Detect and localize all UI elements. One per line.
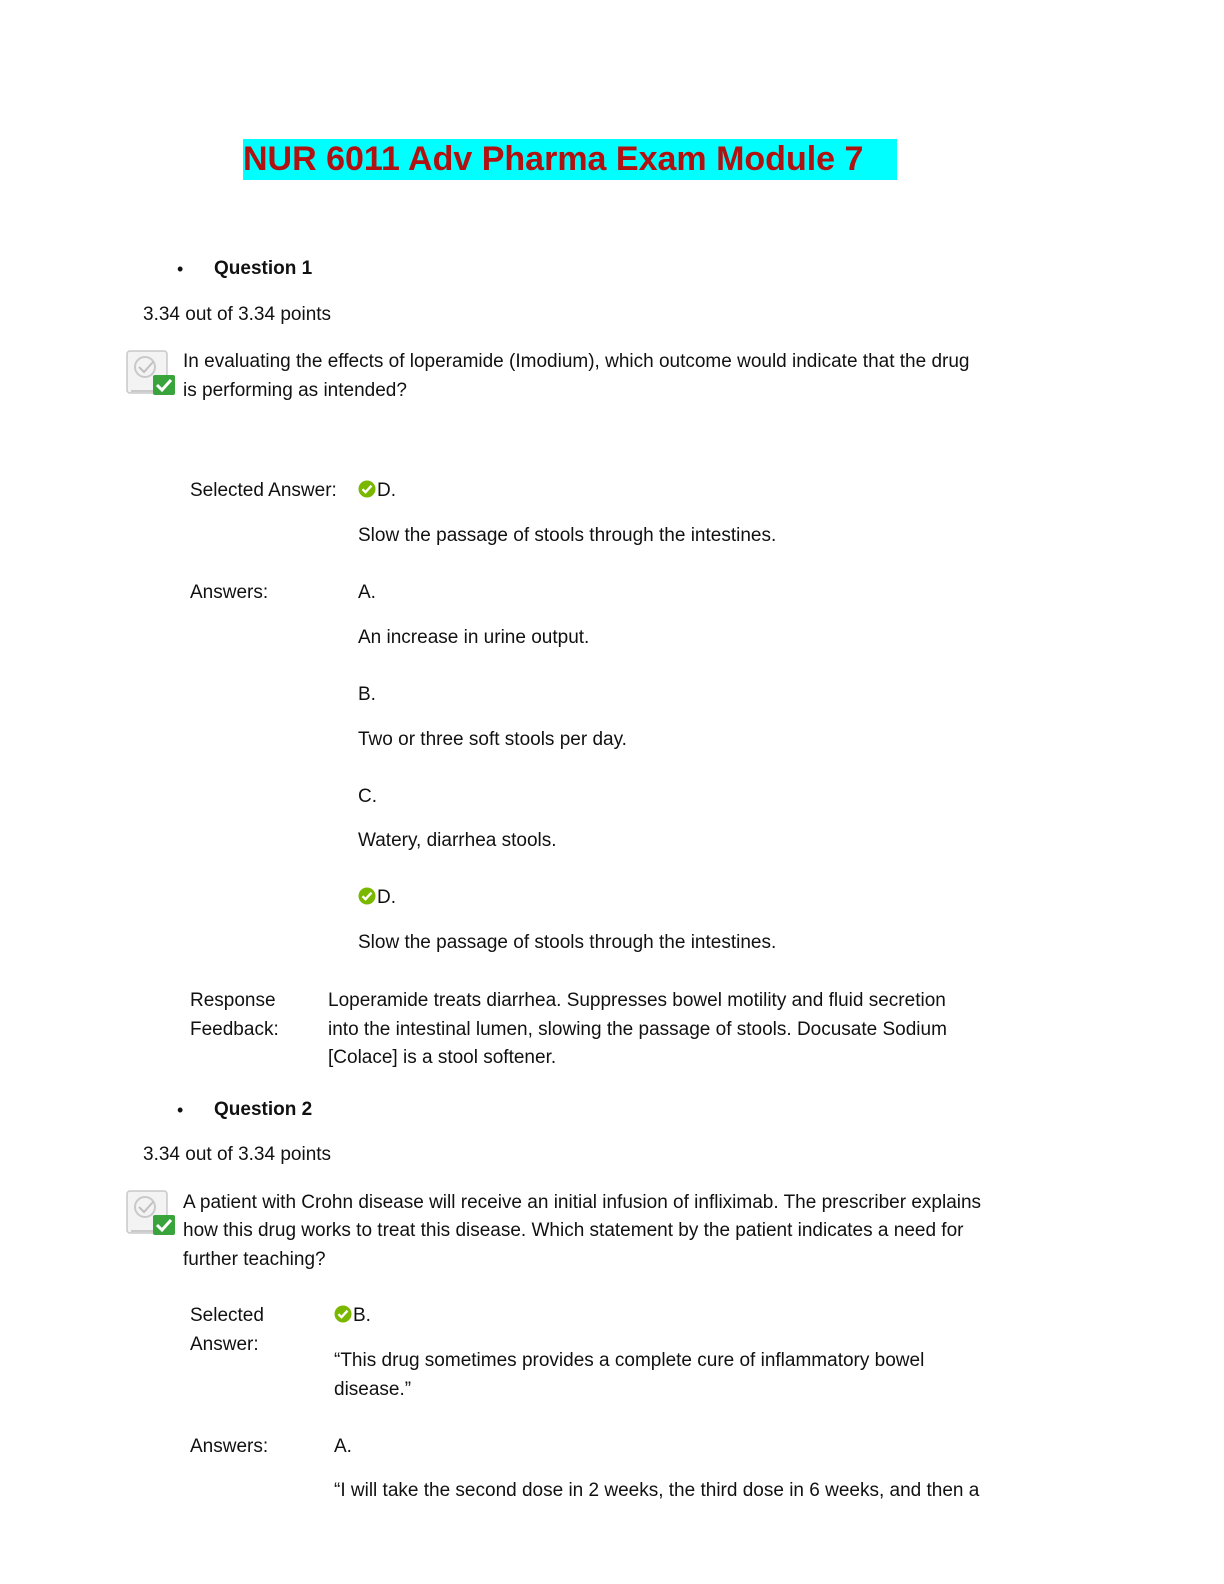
question-2-selected-text-line-1: “This drug sometimes provides a complete cure of inflammatory bowel (334, 1350, 925, 1371)
green-check-icon (358, 887, 376, 905)
correct-question-icon (125, 1187, 177, 1239)
feedback-label: Feedback: (190, 1019, 279, 1040)
correct-question-icon (125, 347, 177, 399)
answer-text: Watery, diarrhea stools. (358, 830, 557, 851)
document-title: NUR 6011 Adv Pharma Exam Module 7 (243, 139, 897, 180)
answer-letter: D. (377, 887, 396, 908)
bullet-icon: • (177, 259, 184, 279)
green-check-icon (334, 1305, 352, 1323)
question-2-points: 3.34 out of 3.34 points (143, 1144, 332, 1165)
question-1-selected-text: Slow the passage of stools through the intestines. (358, 525, 777, 546)
question-2-stem-line-1: A patient with Crohn disease will receive an initial infusion of infliximab. The prescriber explains (183, 1192, 982, 1213)
answer-letter: B. (358, 684, 376, 705)
question-2-stem-line-3: further teaching? (183, 1249, 326, 1270)
question-2-selected-text-line-2: disease.” (334, 1379, 412, 1400)
question-2-selected-answer (334, 1302, 371, 1330)
answer-text: Slow the passage of stools through the intestines. (358, 932, 777, 953)
question-1-selected-letter: D. (377, 480, 396, 501)
question-1-label: Question 1 (214, 258, 313, 279)
answers-label: Answers: (190, 1436, 269, 1457)
question-1-stem-line-2: is performing as intended? (183, 380, 407, 401)
question-2-label: Question 2 (214, 1099, 313, 1120)
green-check-icon (358, 480, 376, 498)
question-2-selected-letter: B. (353, 1305, 371, 1326)
answer-letter: A. (334, 1436, 352, 1457)
question-2-stem-line-2: how this drug works to treat this disease. Which statement by the patient indicates a need for (183, 1220, 964, 1241)
answers-label: Answers: (190, 582, 269, 603)
question-1-points: 3.34 out of 3.34 points (143, 304, 332, 325)
answer-label: Answer: (190, 1334, 259, 1355)
question-1-feedback-line-3: [Colace] is a stool softener. (328, 1047, 557, 1068)
answer-text: An increase in urine output. (358, 627, 590, 648)
answer-text: “I will take the second dose in 2 weeks, the third dose in 6 weeks, and then a (334, 1480, 980, 1501)
answer-text: Two or three soft stools per day. (358, 729, 627, 750)
answer-letter: A. (358, 582, 376, 603)
question-1-feedback-line-1: Loperamide treats diarrhea. Suppresses bowel motility and fluid secretion (328, 990, 946, 1011)
response-label: Response (190, 990, 276, 1011)
question-1-feedback-line-2: into the intestinal lumen, slowing the passage of stools. Docusate Sodium (328, 1019, 947, 1040)
selected-label: Selected (190, 1305, 264, 1326)
selected-answer-label: Selected Answer: (190, 480, 337, 501)
answer-letter: C. (358, 786, 377, 807)
bullet-icon: • (177, 1100, 184, 1120)
question-1-stem-line-1: In evaluating the effects of loperamide (Imodium), which outcome would indicate that the drug (183, 351, 970, 372)
question-1-selected-answer (358, 477, 396, 505)
correct-answer-marker (358, 884, 396, 912)
